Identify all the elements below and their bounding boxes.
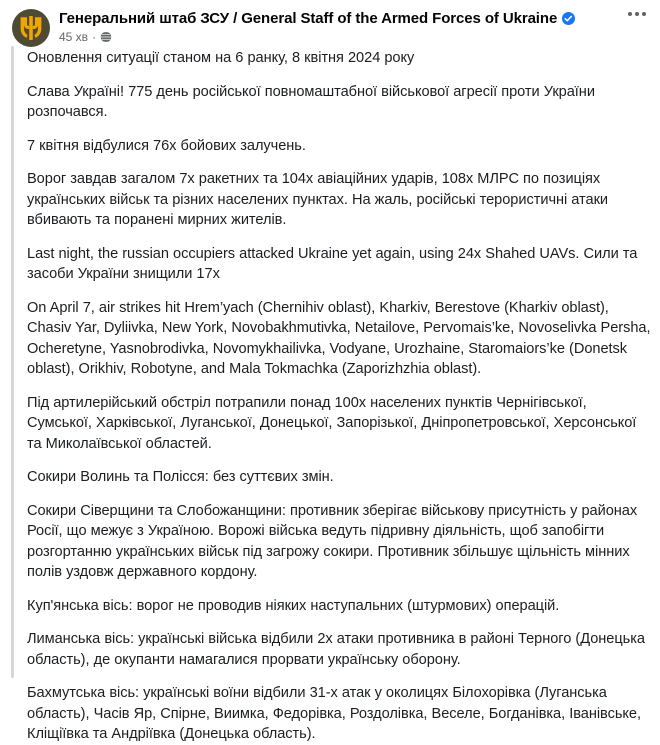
post-paragraph: Бахмутська вісь: українські воїни відбили 31-х атак у околицях Білохорівка (Луганська область), Часів Яр, Спірне, Виимка, Федорівка, Роздолівка, Веселе, Богданівка, Іванівське, Кліщіївка та Андріївка (Донецька область). bbox=[27, 685, 641, 742]
quote-accent-bar bbox=[11, 46, 14, 678]
post-meta bbox=[59, 29, 575, 45]
post-paragraph: On April 7, air strikes hit Hrem’yach (Chernihiv oblast), Kharkiv, Berestove (Kharkiv oblast), Chasiv Yar, Dyliivka, New York, Novobakhmutivka, Netailove, Pervomais’ke, Novoselivka Persha, Ocheretyne, Yasnobrodivka, Novomykhailivka, Vodyane, Urozhaine, Staromaiors’ke (Donetsk oblast), Orikhiv, Robotyne, and Mala Tokmachka (Zaporizhzhia oblast). bbox=[27, 299, 651, 377]
post-paragraph: Last night, the russian occupiers attacked Ukraine yet again, using 24x Shahed UAVs. Сили та засоби України знищили 17х bbox=[27, 245, 638, 282]
page-name[interactable]: Генеральний штаб ЗСУ / General Staff of the Armed Forces of Ukraine bbox=[59, 10, 558, 27]
avatar[interactable] bbox=[12, 9, 50, 47]
post-paragraph: Оновлення ситуації станом на 6 ранку, 8 квітня 2024 року bbox=[27, 50, 415, 66]
verified-badge-icon bbox=[562, 12, 575, 25]
post-header-text bbox=[59, 8, 575, 45]
post-paragraph: Сокири Сіверщини та Слобожанщини: противник зберігає військову присутність у районах Росії, що межує з Україною. Ворожі війська ведуть підривну діяльність, щоб запобігти розгортанню українських військ під загрожу сокири. Противник збільшує щільність мінних полів уздовж державного кордону. bbox=[27, 502, 638, 580]
post-paragraph: Сокири Волинь та Полісся: без суттєвих змін. bbox=[27, 469, 334, 485]
dot bbox=[635, 12, 639, 16]
post-paragraph: Ворог завдав загалом 7х ракетних та 104х авіаційних ударів, 108х МЛРС по позиціях українських військ та різних населених пунктах. На жаль, російські терористичні атаки вбивають та поранені мирних жителів. bbox=[27, 171, 609, 228]
post-paragraph: Під артилерійський обстріл потрапили понад 100х населених пунктів Чернігівської, Сумської, Харківської, Луганської, Донецької, Запорізької, Дніпропетровської, Херсонської та Миколаївської областей. bbox=[27, 394, 637, 452]
post-header bbox=[0, 0, 660, 46]
meta-separator: · bbox=[92, 30, 97, 44]
dot bbox=[642, 12, 646, 16]
dot bbox=[628, 12, 632, 16]
post-timestamp[interactable]: 45 хв bbox=[59, 30, 89, 44]
globe-icon[interactable] bbox=[100, 31, 112, 43]
post-paragraph: Слава Україні! 775 день російської повномаштабної військової агресії проти України розпочався. bbox=[27, 83, 595, 120]
post-body bbox=[0, 46, 660, 745]
page-name-row bbox=[59, 9, 575, 28]
post-paragraph: Куп'янська вісь: ворог не проводив ніяких наступальних (штурмових) операцій. bbox=[27, 597, 560, 614]
post-paragraph: Лиманська вісь: українські війська відбили 2х атаки противника в районі Терного (Донецька область), де окупанти намагалися прорвати українську оборону. bbox=[27, 631, 645, 668]
ukraine-trident-icon bbox=[19, 15, 43, 41]
post-paragraph: 7 квітня відбулися 76х бойових залучень. bbox=[27, 137, 306, 154]
post-options-button[interactable] bbox=[628, 12, 646, 16]
